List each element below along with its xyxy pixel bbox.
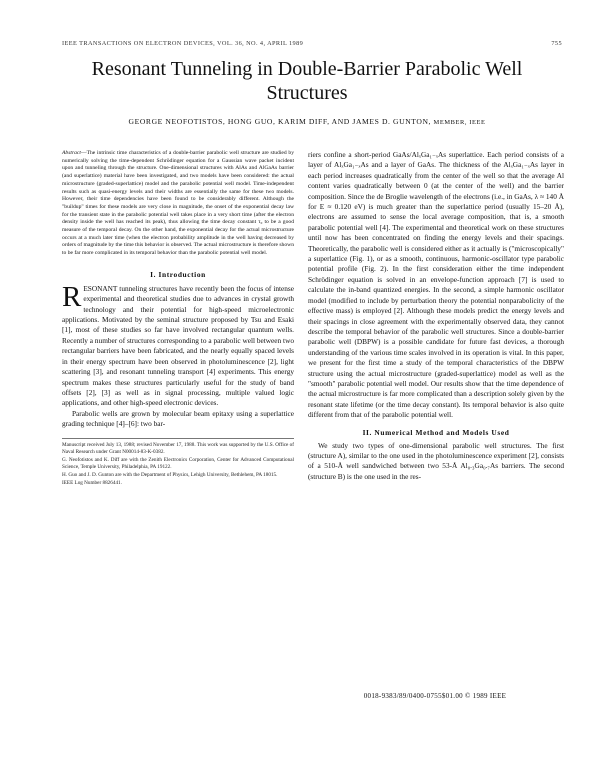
section-2-heading: II. Numerical Method and Models Used <box>362 427 510 437</box>
abstract-text: —The intrinsic time characteristics of a double-barrier parabolic well structure are studied by numerically solving the time-dependent Schrödinger equation for a Gaussian wave packet incident upon and tunneling through the structure. One-dimensional structures with AlAs and AlGaAs barrier (and superlattice) material have been investigated, and two models have been considered: the actual microstructure (graded-superlattice) model and the parabolic potential well model. Time-independent results such as quasi-energy levels and their widths are essentially the same for these two models. However, their time dependencies have been found to be considerably different. Although the "buildup" times for these models are very close in magnitude, the onset of the exponential decay law for the transient state in the parabolic potential well takes place in a very short time (after the electron density inside the well has reached its peak), thus allowing the time decay constant τ₀ to be a good measure of the temporal decay. On the other hand, the exponential decay for the actual microstructure occurs at a much later time (when the electron probability amplitude in the well having decreased by orders of magnitude by the time this behavior is observed. The actual microstructure is therefore shown to be far more complicated in its temporal behavior than the parabolic potential well model. <box>62 150 294 257</box>
footnote-affiliation-2: H. Guo and J. D. Gunton are with the Department of Physics, Lehigh University, Bethlehem, PA 18015. <box>62 471 278 478</box>
journal-citation: IEEE TRANSACTIONS ON ELECTRON DEVICES, VOL. 36, NO. 4, APRIL 1989 <box>62 40 304 47</box>
running-head <box>62 40 562 47</box>
intro-paragraph-1-text: ESONANT tunneling structures have recently been the focus of intense experimental and theoretical studies due to advances in crystal growth technology and their potential for high-speed microelectronic applications. Motivated by the seminal structure proposed by Tsu and Esaki [1], most of these studies so far have involved rectangular quantum wells. Recently a number of structures corresponding to a parabolic well between two rectangular barriers have been fabricated, and the nearly equally spaced levels in their energy spectrum have been observed in photoluminescence [2], light scattering [3], and resonant tunneling transport [4] experiments. This energy spectrum makes these structures particularly useful for the study of band offsets [2], [3] as well as in signal processing, multiple valued logic applications, and other high-speed electronic devices. <box>62 283 294 408</box>
right-paragraph-1: riers confine a short-period GaAs/AlₓGa₁₋ₓAs superlattice. Each period consists of a layer of AlₓGa₁₋ₓAs and a layer of GaAs. The thickness of the AlₓGa₁₋ₓAs layer in each period increases quadratically from the center of the well so that the average Al content varies quadratically between 0 (at the center of the well) and the barrier composition. Since the de Broglie wavelength of the electrons (i.e., in GaAs, λ ≈ 140 Å for E ≈ 0.120 eV) is much greater than the superlattice period (usually 15–20 Å), electrons are assumed to sense the local average composition, that is, a smooth parabolic potential well [4]. The experimental and theoretical work on these structures until now has been concentrated on finding the energy levels and their spacings. Theoretically, the parabolic well is considered either as it actually is ("microscopically" a superlattice (Fig. 1), or as a smooth, continuous, harmonic-oscillator type parabolic potential profile (Fig. 2). In the first consideration either the time independent Schrödinger equation is solved in an envelope-function approach [7] is used to calculate the in-band quantized energies. In the second, a simple harmonic oscillator model (modified to include by perturbation theory the potential nonparabolicity of the effective mass) is employed [2]. Although these models predict the energy levels and their spacings in close agreement with the experimentally observed data, they cannot describe the temporal behavior of the parabolic well structures. Since a double-barrier parabolic well (DBPW) is a possible candidate for future fast devices, a thorough understanding of the various time scales involved in its operation is vital. In this paper, we present for the first time a study of the temporal characteristics of the DBPW structure using the actual microstructure (graded-superlattice) model as well as the "smooth" parabolic potential well model. Our results show that the time dependence of the actual microstructure is far more complicated than a description solely given by the resonant state lifetime (or the time decay constant). Its temporal behavior is also quite different from that of the parabolic potential well. <box>308 150 564 420</box>
footnote-log-number: IEEE Log Number 8826441. <box>62 479 122 486</box>
author-names: GEORGE NEOFOTISTOS, HONG GUO, KARIM DIFF, AND JAMES D. GUNTON, <box>128 117 432 126</box>
left-column <box>62 150 294 488</box>
intro-paragraph-1 <box>62 280 294 409</box>
section-1-heading: I. Introduction <box>150 269 206 279</box>
abstract-lead: Abstract <box>62 150 81 156</box>
author-membership: MEMBER, IEEE <box>433 119 486 126</box>
footnote-manuscript: Manuscript received July 13, 1988; revised November 17, 1988. This work was supported by the U.S. Office of Naval Research under Grant N00014-83-K-0382. <box>62 441 294 455</box>
author-line <box>50 117 564 126</box>
footnote-affiliation-1: G. Neofotistos and K. Diff are with the Zenith Electronics Corporation, Center for Advanced Computational Science, Temple University, Philadelphia, PA 19122. <box>62 456 294 470</box>
copyright-line: 0018-9383/89/0400-0755$01.00 © 1989 IEEE <box>363 692 507 700</box>
right-paragraph-2: We study two types of one-dimensional parabolic well structures. The first (structure A), similar to the one used in the photoluminescence experiment [2], consists of a 510-Å well sandwiched between two 53-Å Al₀.₃Ga₀.₇As barriers. The second (structure B) is the one used in the res- <box>308 440 564 481</box>
abstract <box>62 150 294 258</box>
right-column <box>308 150 564 482</box>
intro-paragraph-2: Parabolic wells are grown by molecular beam epitaxy using a superlattice grading technique [4]–[6]: two bar- <box>62 408 294 429</box>
drop-cap: R <box>62 280 82 313</box>
footnotes <box>62 438 294 487</box>
page-number: 755 <box>551 40 562 47</box>
paper-title: Resonant Tunneling in Double-Barrier Parabolic Well Structures <box>91 58 523 105</box>
